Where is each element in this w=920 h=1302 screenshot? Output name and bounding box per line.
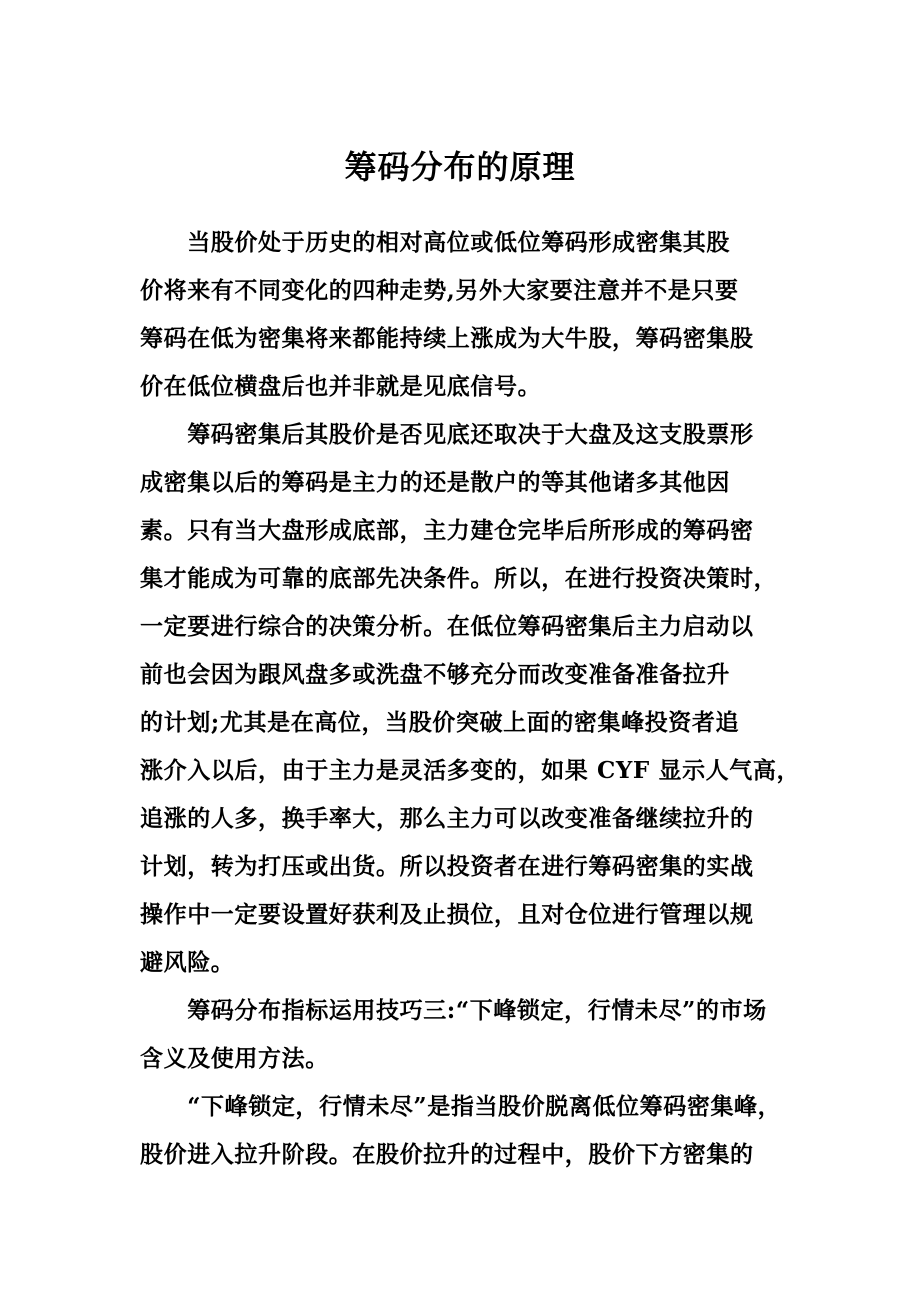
text-line: 当股价处于历史的相对高位或低位筹码形成密集其股 xyxy=(140,229,730,256)
text-line: 操作中一定要设置好获利及止损位，且对仓位进行管理以规 xyxy=(140,901,754,928)
text-line: 股价进入拉升阶段。在股价拉升的过程中，股价下方密集的 xyxy=(140,1141,754,1168)
text-line: 筹码分布指标运用技巧三:“下峰锁定，行情未尽”的市场 xyxy=(140,997,767,1024)
text-line: 一定要进行综合的决策分析。在低位筹码密集后主力启动以 xyxy=(140,613,754,640)
text-line: 追涨的人多，换手率大，那么主力可以改变准备继续拉升的 xyxy=(140,805,754,832)
text-line: 涨介入以后，由于主力是灵活多变的，如果 CYF 显示人气高， xyxy=(140,757,801,784)
text-line: 价在低位横盘后也并非就是见底信号。 xyxy=(140,373,542,400)
text-line: 避风险。 xyxy=(140,949,235,976)
text-line: 的计划;尤其是在高位，当股价突破上面的密集峰投资者追 xyxy=(140,709,740,736)
text-line: 价将来有不同变化的四种走势,另外大家要注意并不是只要 xyxy=(140,277,739,304)
text-line: 含义及使用方法。 xyxy=(140,1045,329,1072)
text-line: 筹码密集后其股价是否见底还取决于大盘及这支股票形 xyxy=(140,421,754,448)
document-title: 筹码分布的原理 xyxy=(344,148,576,186)
text-line: 成密集以后的筹码是主力的还是散户的等其他诸多其他因 xyxy=(140,469,730,496)
text-line: “下峰锁定，行情未尽”是指当股价脱离低位筹码密集峰， xyxy=(140,1093,782,1120)
text-line: 计划，转为打压或出货。所以投资者在进行筹码密集的实战 xyxy=(140,853,754,880)
text-line: 前也会因为跟风盘多或洗盘不够充分而改变准备准备拉升 xyxy=(140,661,730,688)
text-line: 集才能成为可靠的底部先决条件。所以，在进行投资决策时， xyxy=(140,565,778,592)
text-line: 素。只有当大盘形成底部，主力建仓完毕后所形成的筹码密 xyxy=(140,517,754,544)
text-line: 筹码在低为密集将来都能持续上涨成为大牛股，筹码密集股 xyxy=(140,325,754,352)
